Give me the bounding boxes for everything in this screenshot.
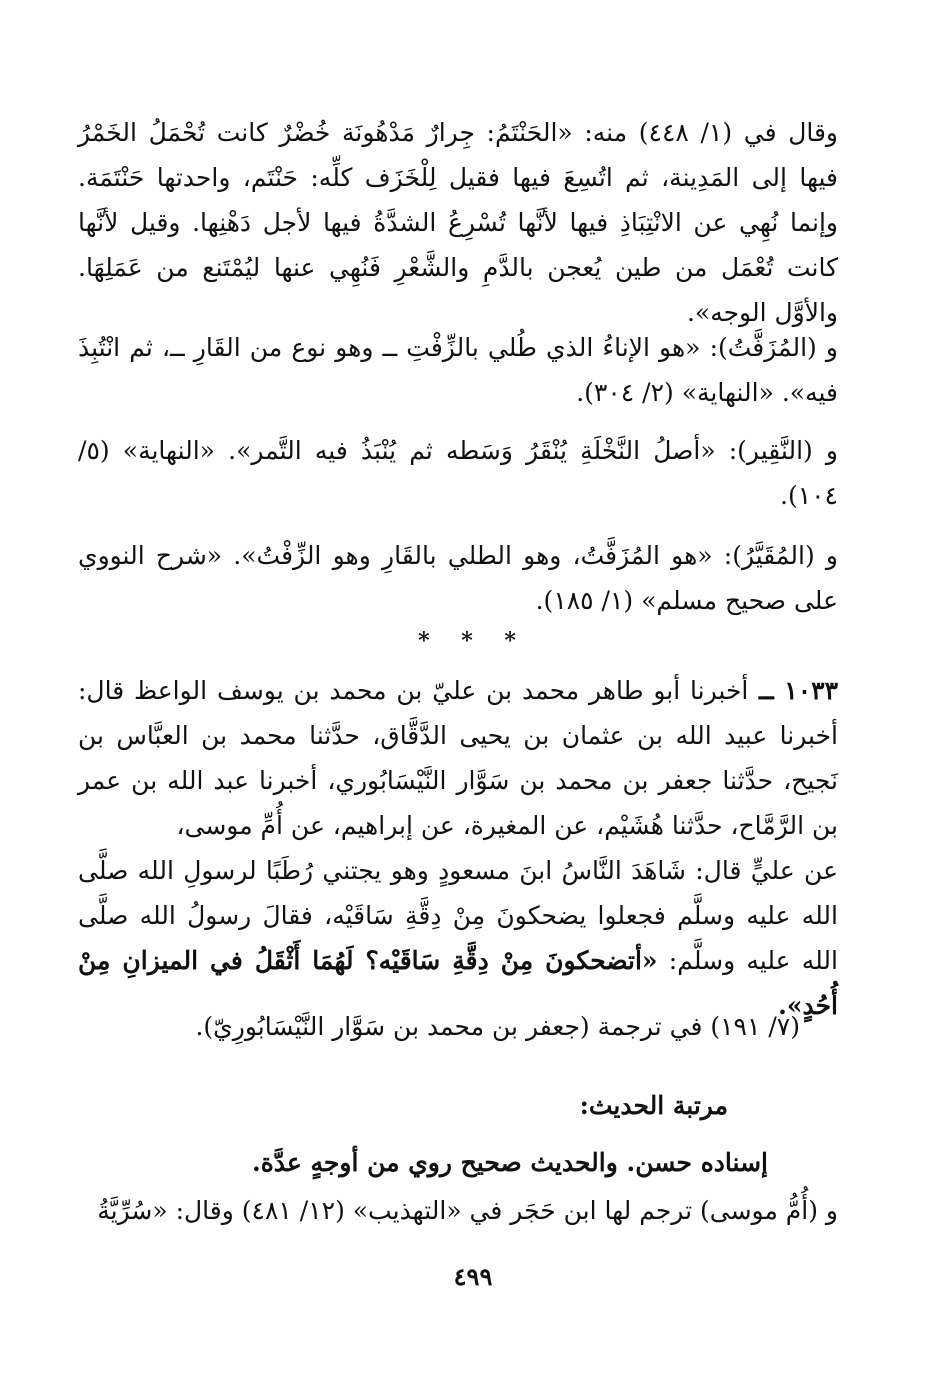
paragraph-text: و (النَّقِير): «أصلُ النَّخْلَةِ يُنْقَرُ وَسَطه ثم يُنْبَذُ فيه التَّمر». «النهاية» (٥/ ١٠٤).	[78, 436, 838, 510]
paragraph-text: وقال في (١/ ٤٤٨) منه: «الحَنْتَمُ: جِرارٌ مَدْهُونَة خُضْرٌ كانت تُحْمَلُ الخَمْرُ فيها إلى المَدِينة، ثم اتُسِعَ فيها فقيل لِلْخَزَف كلِّه: حَنْتَم، واحدتها حَنْتَمَة. وإنما نُهِي عن الانْتِبَاذِ فيها لأنَّها تُسْرِعُ الشدَّةُ فيها لأجل دَهْنِها. وقيل لأنَّها كانت تُعْمَل من طين يُعجن بالدَّمِ والشَّعْرِ فَنُهِي عنها ليُمْتَنع من عَمَلِهَا. والأوَّل الوجه».	[78, 118, 838, 327]
isnad-paragraph	[78, 668, 838, 848]
reference-text: (٧/ ١٩١) في ترجمة (جعفر بن محمد بن سَوَّار النَّيْسَابُورِيّ).	[195, 1012, 800, 1041]
commentary-paragraph-naqir	[78, 428, 838, 518]
narrator-note	[78, 1188, 838, 1233]
matn-quote: «أتضحكونَ مِنْ دِقَّةِ سَاقَيْه؟ لَهُمَا أَثْقَلُ في الميزانِ مِنْ أُحُدٍ».	[78, 946, 838, 1020]
paragraph-text: و (المُقَيَّرُ): «هو المُزَفَّتُ، وهو الطلي بالقَارِ وهو الزِّفْتُ». «شرح النووي على صحيح مسلم» (١/ ١٨٥).	[78, 541, 838, 615]
commentary-paragraph-muzaffat	[78, 325, 838, 415]
source-reference	[78, 1004, 838, 1049]
page-number: ٤٩٩	[453, 1262, 493, 1291]
matn-paragraph	[78, 848, 838, 1028]
hadith-number: ١٠٣٣	[784, 676, 839, 705]
paragraph-text: و (المُزَفَّتُ): «هو الإناءُ الذي طُلي بالزِّفْتِ ــ وهو نوع من القَارِ ــ، ثم انْتُبِذَ فيه». «النهاية» (٢/ ٣٠٤).	[78, 333, 838, 407]
hadith-dash: ــ	[748, 676, 785, 705]
hadith-isnad	[78, 668, 838, 848]
commentary-paragraph-hantam	[78, 110, 838, 335]
isnad-text: أخبرنا أبو طاهر محمد بن عليّ بن محمد بن يوسف الواعظ قال: أخبرنا عبيد الله بن عثمان بن يحيى الدَّقَّاق، حدَّثنا محمد بن العبَّاس بن نَجيح، حدَّثنا جعفر بن محمد بن سَوَّار النَّيْسَابُوري، أخبرنا عبد الله بن عمر بن الرَّمَّاح، حدَّثنا هُشَيْم، عن المغيرة، عن إبراهيم، عن أُمِّ موسى،	[78, 676, 838, 840]
note-text: و (أُمُّ موسى) ترجم لها ابن حَجَر في «التهذيب» (١٢/ ٤٨١) وقال: «سُرِّيَّةُ	[97, 1196, 838, 1225]
hadith-matn	[78, 848, 838, 1028]
hadith-grading	[78, 1083, 838, 1185]
grading-text: إسناده حسن. والحديث صحيح روي من أوجهٍ عدَّة.	[251, 1148, 768, 1177]
section-separator: * * *	[418, 628, 528, 654]
matn-intro: عن عليٍّ قال: شَاهَدَ النَّاسُ ابنَ مسعودٍ وهو يجتني رُطَبًا لرسولِ الله صلَّى الله عليه وسلَّم فجعلوا يضحكونَ مِنْ دِقَّةِ سَاقَيْه، فقالَ رسولُ الله صلَّى الله عليه وسلَّم:	[78, 856, 838, 975]
commentary-paragraph-muqayyar	[78, 533, 838, 623]
grading-heading: مرتبة الحديث:	[579, 1091, 728, 1120]
